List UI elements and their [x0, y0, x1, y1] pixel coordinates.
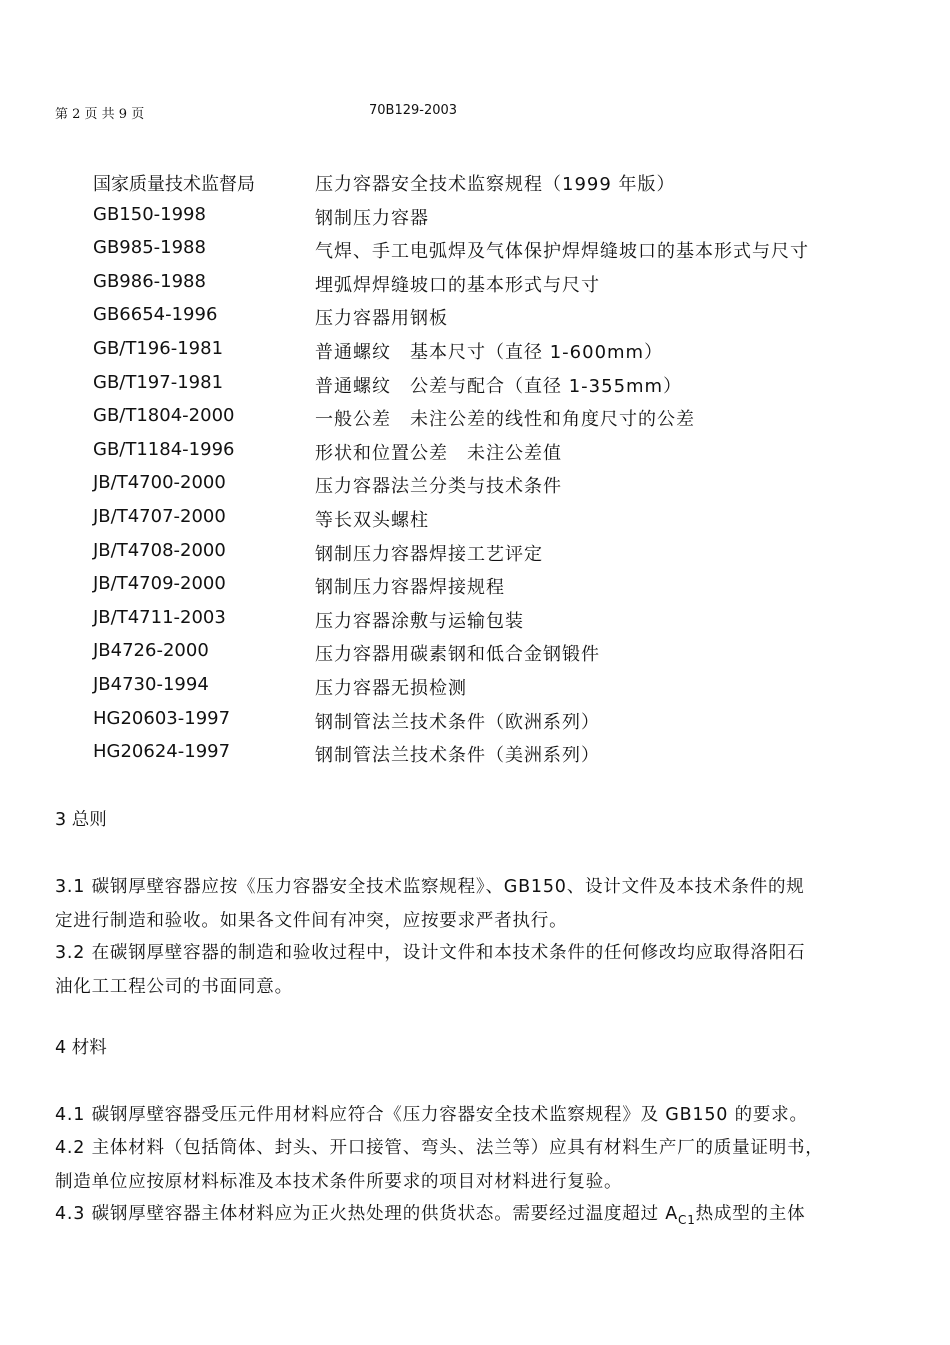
standard-code: JB/T4711-2003 [93, 606, 226, 628]
standard-title: 气焊、手工电弧焊及气体保护焊焊缝坡口的基本形式与尺寸 [315, 241, 809, 263]
ac1-subscript: C1 [678, 1213, 696, 1227]
standard-code: JB/T4709-2000 [93, 573, 226, 595]
clause-3-1-line: 3.1 碳钢厚壁容器应按《压力容器安全技术监察规程》、GB150、设计文件及本技术条件的规 [55, 877, 805, 897]
standard-code: GB/T196-1981 [93, 337, 224, 359]
standard-title: 钢制管法兰技术条件（美洲系列） [315, 745, 600, 767]
clause-4-2-line: 4.2 主体材料（包括筒体、封头、开口接管、弯头、法兰等）应具有材料生产厂的质量证明书， [55, 1138, 824, 1158]
clause-4-1-line: 4.1 碳钢厚壁容器受压元件用材料应符合《压力容器安全技术监察规程》及 GB150 的要求。 [55, 1105, 808, 1125]
standard-code: HG20603-1997 [93, 707, 231, 729]
standard-code: JB/T4707-2000 [93, 505, 226, 527]
standard-code: 国家质量技术监督局 [93, 174, 255, 195]
section-4-heading: 4 材料 [55, 1038, 107, 1058]
clause-4-3-text: 4.3 碳钢厚壁容器主体材料应为正火热处理的供货状态。需要经过温度超过 A [55, 1204, 679, 1224]
standard-title: 埋弧焊焊缝坡口的基本形式与尺寸 [315, 274, 600, 296]
standard-code: JB4730-1994 [93, 673, 209, 695]
standard-title: 等长双头螺柱 [315, 509, 429, 531]
standard-title: 钢制管法兰技术条件（欧洲系列） [315, 711, 600, 733]
document-number: 70B129-2003 [369, 103, 458, 118]
page-number: 第 2 页 共 9 页 [55, 107, 145, 122]
section-3-heading: 3 总则 [55, 810, 107, 830]
standard-code: GB/T1184-1996 [93, 438, 235, 460]
clause-3-2-line: 油化工工程公司的书面同意。 [55, 977, 293, 997]
clause-4-2-line: 制造单位应按原材料标准及本技术条件所要求的项目对材料进行复验。 [55, 1172, 623, 1192]
standard-title: 压力容器用碳素钢和低合金钢锻件 [315, 644, 600, 666]
standard-title: 钢制压力容器 [315, 207, 429, 229]
standard-title: 钢制压力容器焊接工艺评定 [315, 543, 543, 565]
standard-title: 压力容器法兰分类与技术条件 [315, 476, 562, 498]
standard-code: GB/T1804-2000 [93, 405, 235, 427]
standard-code: JB/T4708-2000 [93, 539, 226, 561]
standard-title: 钢制压力容器焊接规程 [315, 577, 505, 599]
standard-title: 压力容器安全技术监察规程（1999 年版） [315, 174, 676, 195]
standard-code: GB986-1988 [93, 270, 206, 292]
standard-code: JB/T4700-2000 [93, 472, 226, 494]
standard-title: 形状和位置公差 未注公差值 [315, 442, 562, 464]
clause-4-3-line [55, 1197, 845, 1232]
standard-code: GB150-1998 [93, 203, 206, 225]
standard-title: 一般公差 未注公差的线性和角度尺寸的公差 [315, 409, 695, 431]
standard-code: GB/T197-1981 [93, 371, 224, 393]
standard-code: HG20624-1997 [93, 741, 231, 763]
clause-3-1-line: 定进行制造和验收。如果各文件间有冲突，应按要求严者执行。 [55, 911, 568, 931]
clause-4-1 [55, 1098, 845, 1132]
standard-title: 普通螺纹 公差与配合（直径 1-355mm） [315, 375, 683, 397]
standard-code: GB985-1988 [93, 237, 206, 259]
standard-title: 压力容器用钢板 [315, 308, 448, 330]
clause-4-2 [55, 1131, 845, 1199]
standard-title: 压力容器无损检测 [315, 677, 467, 699]
clause-4-3 [55, 1197, 845, 1232]
standard-code: JB4726-2000 [93, 640, 209, 662]
clause-3-2 [55, 936, 845, 1004]
clause-3-2-line: 3.2 在碳钢厚壁容器的制造和验收过程中，设计文件和本技术条件的任何修改均应取得洛阳石 [55, 943, 806, 963]
standard-code: GB6654-1996 [93, 304, 218, 326]
standard-title: 普通螺纹 基本尺寸（直径 1-600mm） [315, 341, 664, 363]
standard-title: 压力容器涂敷与运输包装 [315, 610, 524, 632]
clause-3-1 [55, 870, 845, 938]
clause-4-3-text-end: 热成型的主体 [695, 1204, 806, 1224]
